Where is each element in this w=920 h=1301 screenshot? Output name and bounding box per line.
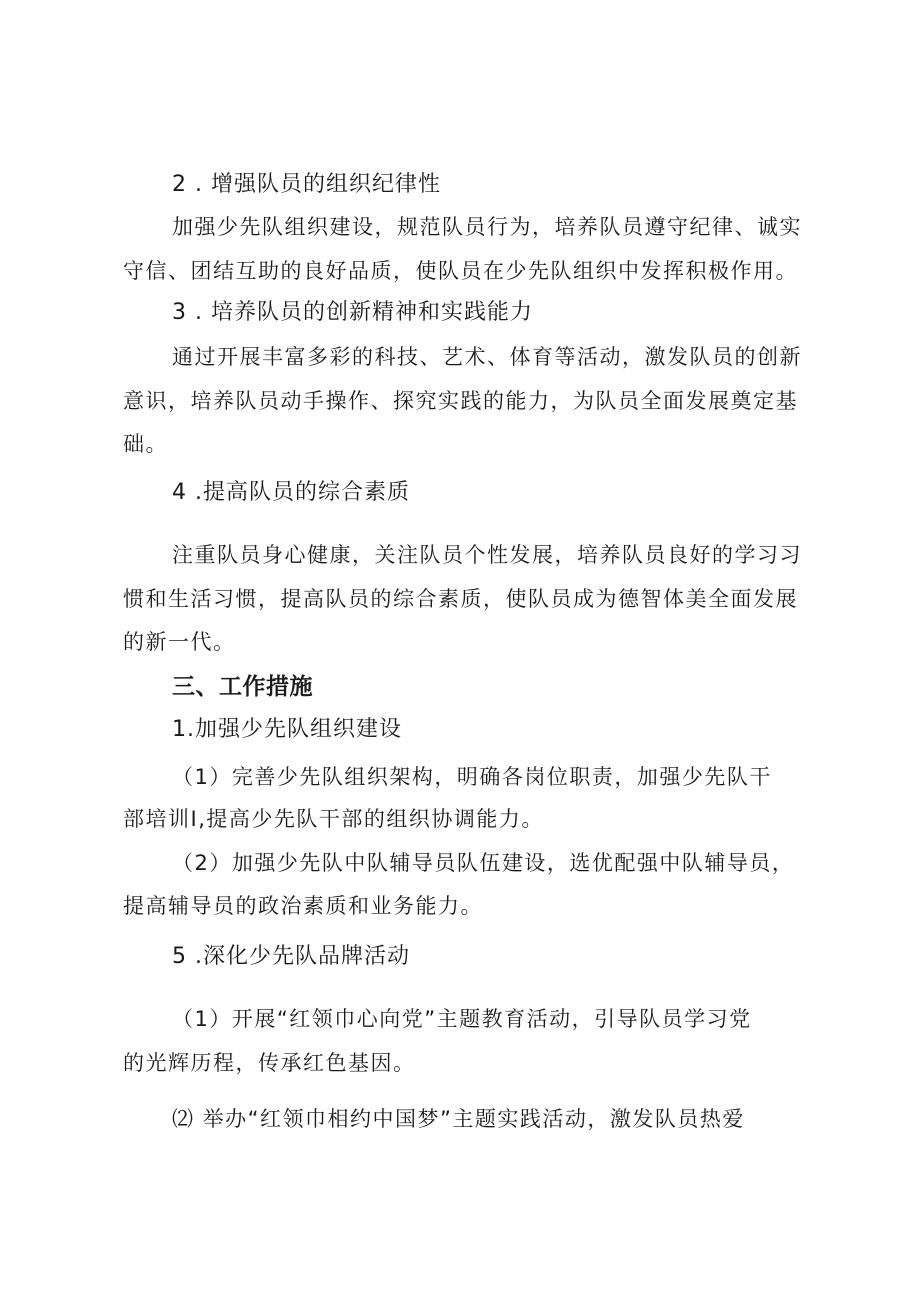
paragraph-line: 础。 xyxy=(123,432,168,456)
heading-2: 2 . 增强队员的组织纪律性 xyxy=(172,172,441,197)
section-title: 三、工作措施 xyxy=(172,674,313,700)
paragraph-line: ⑵ 举办“红领巾相约中国梦”主题实践活动，激发队员热爱 xyxy=(172,1107,745,1131)
paragraph-line: 的新一代。 xyxy=(123,630,236,654)
paragraph-line: 注重队员身心健康，关注队员个性发展，培养队员良好的学习习 xyxy=(172,543,802,567)
paragraph-line: （1）开展“红领巾心向党”主题教育活动，引导队员学习党 xyxy=(172,1007,752,1031)
paragraph-line: 惯和生活习惯，提高队员的综合素质，使队员成为德智体美全面发展 xyxy=(123,587,798,611)
paragraph-line: 加强少先队组织建设，规范队员行为，培养队员遵守纪律、诚实 xyxy=(172,215,802,239)
paragraph-line: 的光辉历程，传承红色基因。 xyxy=(123,1051,416,1075)
measure-1-heading: 1.加强少先队组织建设 xyxy=(172,717,402,742)
paragraph-line: （2）加强少先队中队辅导员队伍建设，选优配强中队辅导员， xyxy=(172,851,795,875)
paragraph-line: 意识，培养队员动手操作、探究实践的能力，为队员全面发展奠定基 xyxy=(123,389,798,413)
paragraph-line: 通过开展丰富多彩的科技、艺术、体育等活动，激发队员的创新 xyxy=(172,345,802,369)
paragraph-line: 提高辅导员的政治素质和业务能力。 xyxy=(123,894,483,918)
paragraph-line: 部培训I,提高少先队干部的组织协调能力。 xyxy=(123,807,544,831)
paragraph-line: 守信、团结互助的良好品质，使队员在少先队组织中发挥积极作用。 xyxy=(123,259,798,283)
heading-3: 3 . 培养队员的创新精神和实践能力 xyxy=(172,300,533,325)
measure-5-heading: 5 .深化少先队品牌活动 xyxy=(172,944,410,969)
paragraph-line: （1）完善少先队组织架构，明确各岗位职责，加强少先队干 xyxy=(172,765,772,789)
heading-4: 4 .提高队员的综合素质 xyxy=(172,480,410,505)
